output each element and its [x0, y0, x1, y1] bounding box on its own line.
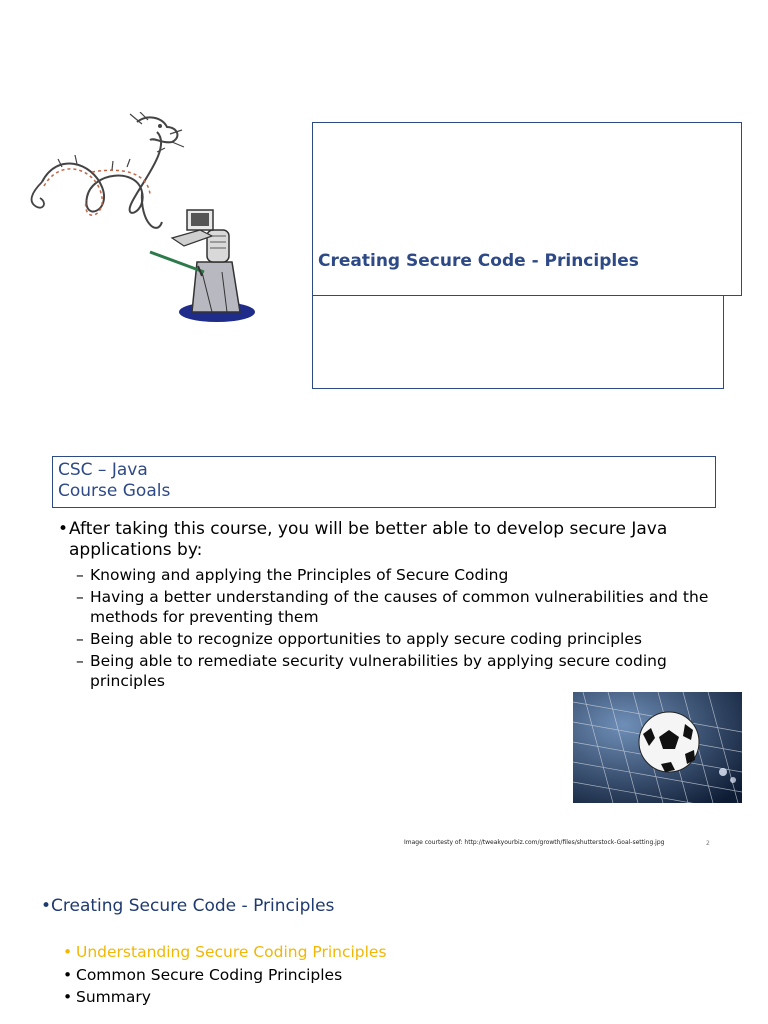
- agenda-list: [63, 941, 387, 1009]
- agenda-item-common: [63, 964, 387, 987]
- bullet-marker: •: [58, 519, 69, 539]
- list-item: [76, 651, 736, 691]
- image-credit: Image courtesty of: http://tweakyourbiz.com/growth/files/shutterstock-Goal-setting.jpg: [404, 839, 665, 846]
- goals-heading: [58, 460, 170, 502]
- agenda-item-label: Common Secure Coding Principles: [76, 965, 343, 984]
- slide-title: Creating Secure Code - Principles: [318, 251, 639, 271]
- agenda-item-label: Summary: [76, 988, 151, 1006]
- sub-item-text: Being able to recognize opportunities to apply secure coding principles: [90, 630, 642, 648]
- bullet-marker: •: [41, 896, 52, 916]
- dash-marker: –: [76, 652, 84, 670]
- list-item: [76, 587, 736, 627]
- soccer-ball-icon: [573, 692, 742, 803]
- agenda-heading: [41, 896, 334, 916]
- bullet-marker: •: [63, 965, 73, 984]
- subtitle-frame: [312, 296, 724, 389]
- goals-heading-line2: Course Goals: [58, 481, 171, 501]
- sub-item-text: Knowing and applying the Principles of Secure Coding: [90, 566, 509, 584]
- goals-bullet: [58, 519, 718, 561]
- list-item: [76, 565, 736, 585]
- dragon-fencer-illustration: [22, 112, 262, 332]
- dash-marker: –: [76, 588, 84, 606]
- agenda-heading-text: Creating Secure Code - Principles: [51, 896, 335, 916]
- agenda-item-understanding: [63, 941, 387, 964]
- dash-marker: –: [76, 566, 84, 584]
- sub-item-text: Having a better understanding of the causes of common vulnerabilities and the methods for preventing them: [90, 588, 709, 626]
- list-item: [76, 629, 736, 649]
- dragon-icon: [22, 112, 262, 332]
- goals-sub-list: [76, 565, 736, 693]
- soccer-ball-photo: [573, 692, 742, 803]
- dash-marker: –: [76, 630, 84, 648]
- bullet-marker: •: [63, 943, 73, 961]
- goals-bullet-text: After taking this course, you will be better able to develop secure Java applications by:: [69, 519, 668, 560]
- sub-item-text: Being able to remediate security vulnerabilities by applying secure coding principles: [90, 652, 667, 690]
- agenda-item-label: Understanding Secure Coding Principles: [76, 943, 387, 961]
- page-number: 2: [706, 840, 710, 847]
- agenda-item-summary: [63, 986, 387, 1009]
- bullet-marker: •: [63, 988, 73, 1006]
- goals-heading-line1: CSC – Java: [58, 460, 148, 480]
